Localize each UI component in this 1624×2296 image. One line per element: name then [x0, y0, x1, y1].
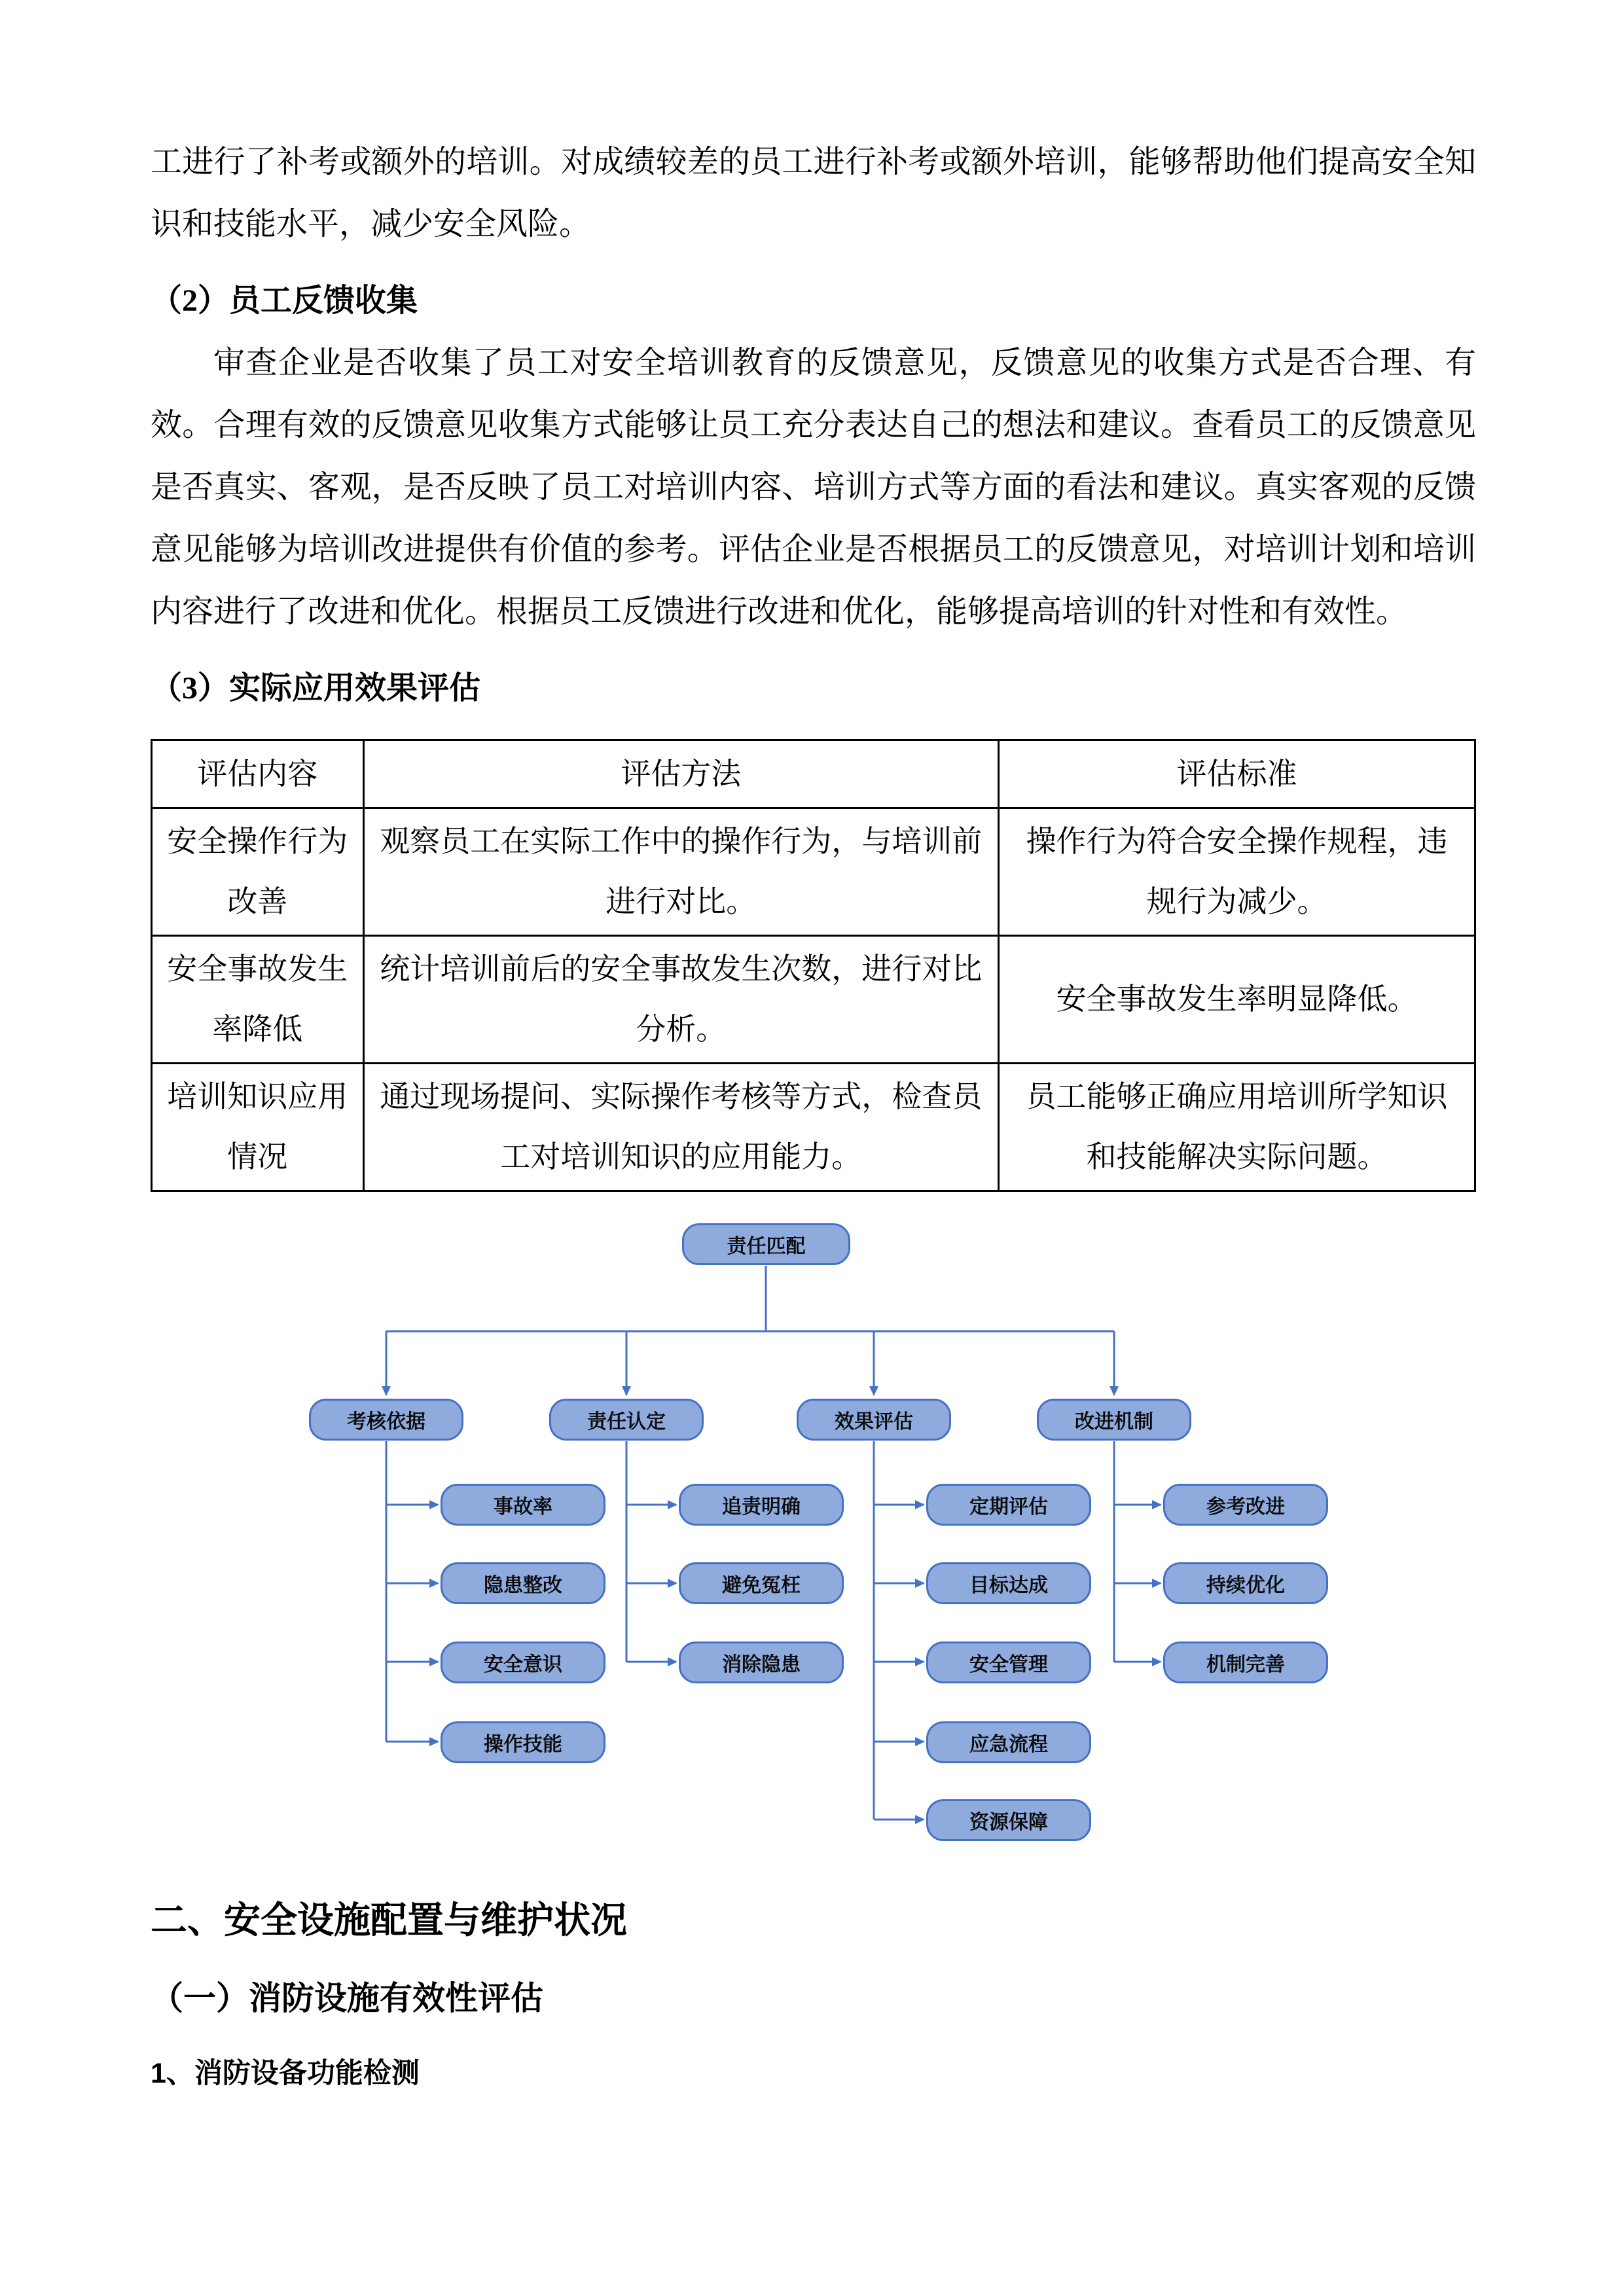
diagram-node-leaf: 应急流程: [926, 1721, 1091, 1763]
diagram-node-group: 考核依据: [309, 1399, 463, 1441]
diagram-node-group: 改进机制: [1037, 1399, 1191, 1441]
table-cell: 安全操作行为改善: [152, 808, 364, 936]
diagram-node-leaf: 定期评估: [926, 1484, 1091, 1526]
table-cell: 员工能够正确应用培训所学知识和技能解决实际问题。: [999, 1064, 1475, 1191]
table-row: [152, 808, 1475, 936]
diagram-node-leaf: 隐患整改: [441, 1562, 605, 1604]
table-cell: 安全事故发生率明显降低。: [999, 936, 1475, 1064]
table-header-content: 评估内容: [152, 740, 364, 808]
table-cell: 安全事故发生率降低: [152, 936, 364, 1064]
diagram-node-leaf: 安全管理: [926, 1641, 1091, 1683]
table-row: [152, 936, 1475, 1064]
responsibility-matching-diagram: [151, 1223, 1476, 1855]
table-header-standard: 评估标准: [999, 740, 1475, 808]
diagram-node-leaf: 机制完善: [1163, 1641, 1328, 1683]
heading-section-2-1-1: 1、消防设备功能检测: [151, 2058, 420, 2090]
table-cell: 通过现场提问、实际操作考核等方式，检查员工对培训知识的应用能力。: [363, 1064, 999, 1191]
diagram-node-leaf: 参考改进: [1163, 1484, 1328, 1526]
heading-section-2: 二、安全设施配置与维护状况: [151, 1899, 627, 1941]
heading-section-2-1: （一）消防设施有效性评估: [151, 1979, 543, 2017]
table-cell: 统计培训前后的安全事故发生次数，进行对比分析。: [363, 936, 999, 1064]
diagram-connectors: [151, 1223, 1476, 1855]
evaluation-table: [151, 739, 1476, 1192]
diagram-node-leaf: 持续优化: [1163, 1562, 1328, 1604]
diagram-node-group: 效果评估: [797, 1399, 951, 1441]
diagram-node-leaf: 消除隐患: [679, 1641, 844, 1683]
diagram-node-root: 责任匹配: [682, 1223, 850, 1265]
heading-application-effect: （3）实际应用效果评估: [151, 671, 481, 706]
table-row: [152, 1064, 1475, 1191]
table-header-row: [152, 740, 1475, 808]
diagram-node-leaf: 追责明确: [679, 1484, 844, 1526]
diagram-node-group: 责任认定: [549, 1399, 704, 1441]
diagram-node-leaf: 避免冤枉: [679, 1562, 844, 1604]
diagram-node-leaf: 安全意识: [441, 1641, 605, 1683]
paragraph-training-continuation: 工进行了补考或额外的培训。对成绩较差的员工进行补考或额外培训，能够帮助他们提高安全知识和技能水平，减少安全风险。: [151, 145, 1476, 242]
diagram-node-leaf: 操作技能: [441, 1721, 605, 1763]
diagram-node-leaf: 资源保障: [926, 1799, 1091, 1841]
heading-feedback-collection: （2）员工反馈收集: [151, 283, 418, 318]
table-cell: 观察员工在实际工作中的操作行为，与培训前进行对比。: [363, 808, 999, 936]
paragraph-feedback-collection: 审查企业是否收集了员工对安全培训教育的反馈意见，反馈意见的收集方式是否合理、有效。合理有效的反馈意见收集方式能够让员工充分表达自己的想法和建议。查看员工的反馈意见是否真实、客观，是否反映了员工对培训内容、培训方式等方面的看法和建议。真实客观的反馈意见能够为培训改进提供有价值的参考。评估企业是否根据员工的反馈意见，对培训计划和培训内容进行了改进和优化。根据员工反馈进行改进和优化，能够提高培训的针对性和有效性。: [151, 346, 1476, 629]
table-cell: 培训知识应用情况: [152, 1064, 364, 1191]
table-header-method: 评估方法: [363, 740, 999, 808]
diagram-node-leaf: 事故率: [441, 1484, 605, 1526]
diagram-node-leaf: 目标达成: [926, 1562, 1091, 1604]
table-cell: 操作行为符合安全操作规程，违规行为减少。: [999, 808, 1475, 936]
